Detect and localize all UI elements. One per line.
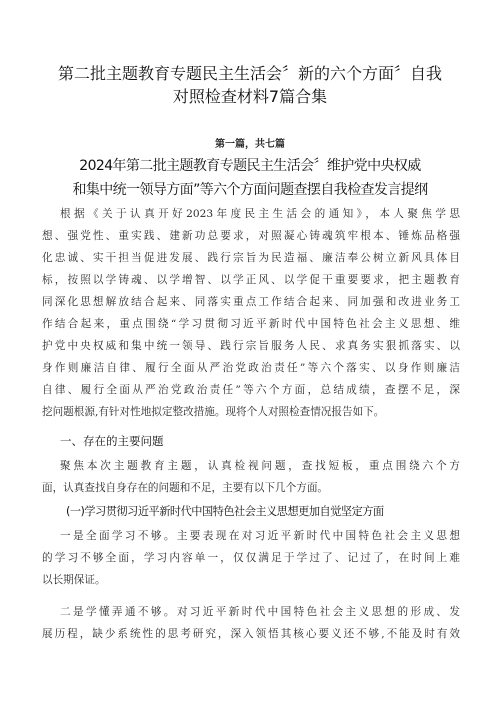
document-title-line-1: 第二批主题教育专题民主生活会〞新的六个方面〞自我 xyxy=(57,64,442,83)
paragraph-4-line: 展历程，缺少系统性的思考研究，深入领悟其核心要义还不够,不能及时有效 xyxy=(42,628,460,640)
paragraph-1-line: 自律、履行全面从严治党政治责任”等六个方面，总结成绩，查摆不足，深 xyxy=(42,384,460,396)
paragraph-1-line: 身作则廉洁自律、履行全面从严治党政治责任”等六个落实、以身作则廉洁 xyxy=(42,362,460,374)
section-heading-2: (一)学习贯彻习近平新时代中国特色社会主义思想更加自觉坚定方面 xyxy=(66,505,384,518)
document-title-line-2: 对照检查材料7篇合集 xyxy=(172,87,328,106)
paragraph-3-line: 以长期保证。 xyxy=(42,574,106,586)
paragraph-1-line: 护党中央权威和集中统一领导、践行宗旨服务人民、求真务实狠抓落实、以 xyxy=(42,340,460,352)
paragraph-1-line: 根据《关于认真开好2023年度民主生活会的通知》，本人聚焦学思 xyxy=(60,208,460,220)
section-heading-1: 一、存在的主要问题 xyxy=(60,434,164,448)
paragraph-1-line: 想、强党性、重实践、建新功总要求，对照凝心铸魂筑牢根本、锤炼品格强 xyxy=(42,230,460,242)
section-label: 第一篇，共七篇 xyxy=(215,139,285,150)
article-title-line-2: 和集中统一领导方面”等六个方面问题查摆自我检查发言提纲 xyxy=(72,182,428,198)
paragraph-2-line: 聚焦本次主题教育主题，认真检视问题，查找短板，重点围绕六个方 xyxy=(60,460,460,472)
paragraph-1-line: 化忠诚、实干担当促进发展、践行宗旨为民造福、廉洁奉公树立新风具体目 xyxy=(42,252,460,264)
paragraph-3-line: 的学习不够全面，学习内容单一，仅仅满足于学过了、记过了，在时间上难 xyxy=(42,552,460,564)
paragraph-1-line: 挖问题根源,有针对性地拟定整改措施。现将个人对照检查情况报告如下。 xyxy=(42,406,385,418)
paragraph-3-line: 一是全面学习不够。主要表现在对习近平新时代中国特色社会主义思想 xyxy=(60,530,460,542)
paragraph-1-line: 同深化思想解放结合起来、同落实重点工作结合起来、同加强和改进业务工 xyxy=(42,296,460,308)
article-title-line-1: 2024年第二批主题教育专题民主生活会〞维护党中央权威 xyxy=(79,158,421,174)
paragraph-4-line: 二是学懂弄通不够。对习近平新时代中国特色社会主义思想的形成、发 xyxy=(60,606,460,618)
paragraph-2-line: 面，认真查找自身存在的问题和不足，主要有以下几个方面。 xyxy=(42,482,329,494)
paragraph-1-line: 作结合起来，重点围绕“学习贯彻习近平新时代中国特色社会主义思想、维 xyxy=(42,318,460,330)
paragraph-1-line: 标，按照以学铸魂、以学增智、以学正风、以学促干重要要求，把主题教育 xyxy=(42,274,460,286)
